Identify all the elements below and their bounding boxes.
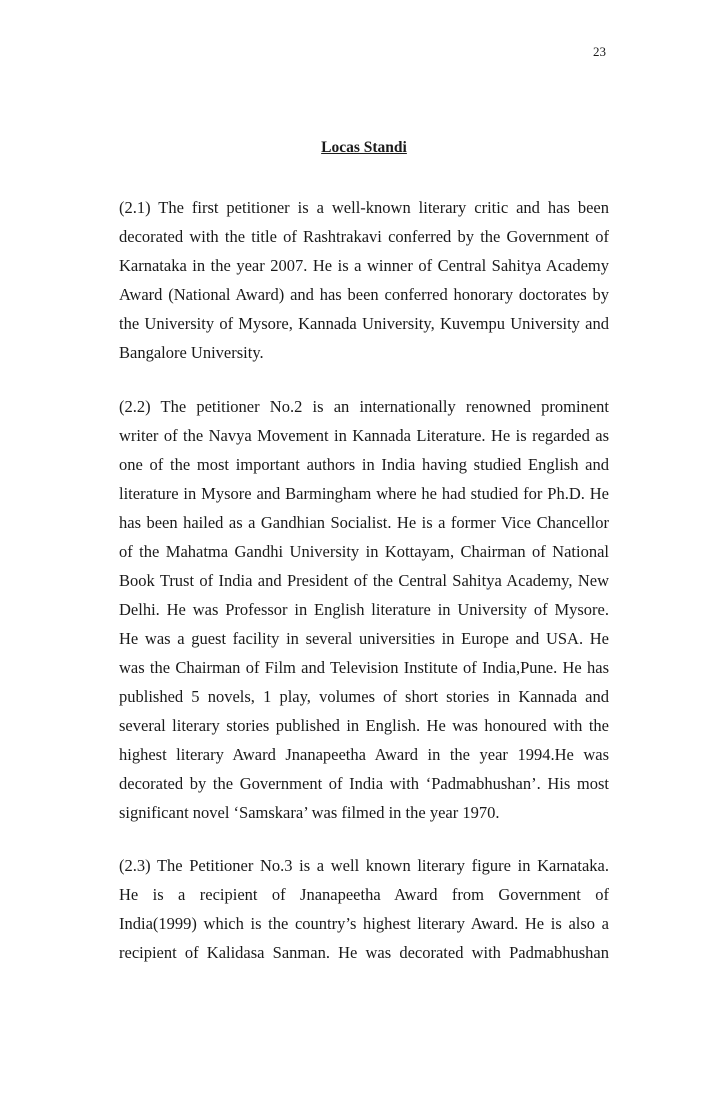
- paragraph-line: (2.2) The petitioner No.2 is an internationally renowned prominent: [119, 397, 609, 416]
- paragraph-line: writer of the Navya Movement in Kannada Literature. He is regarded as: [119, 426, 609, 445]
- paragraph-line: He is a recipient of Jnanapeetha Award from Government of: [119, 885, 609, 904]
- page-number: 23: [593, 44, 606, 59]
- paragraph-line: Book Trust of India and President of the Central Sahitya Academy, New: [119, 571, 609, 590]
- paragraph-line: the University of Mysore, Kannada University, Kuvempu University and: [119, 314, 609, 333]
- paragraph-line: one of the most important authors in India having studied English and: [119, 455, 609, 474]
- paragraph-line: Bangalore University.: [119, 343, 264, 362]
- paragraph-line: of the Mahatma Gandhi University in Kottayam, Chairman of National: [119, 542, 609, 561]
- paragraph-2-1: [119, 193, 609, 367]
- paragraph-line: (2.1) The first petitioner is a well-known literary critic and has been: [119, 198, 609, 217]
- section-title: Locas Standi: [321, 139, 407, 156]
- paragraph-line: has been hailed as a Gandhian Socialist. He is a former Vice Chancellor: [119, 513, 609, 532]
- paragraph-2-2: [119, 392, 609, 827]
- paragraph-line: Award (National Award) and has been conferred honorary doctorates by: [119, 285, 609, 304]
- paragraph-line: was the Chairman of Film and Television Institute of India,Pune. He has: [119, 658, 609, 677]
- paragraph-line: recipient of Kalidasa Sanman. He was decorated with Padmabhushan: [119, 943, 609, 962]
- paragraph-line: literature in Mysore and Barmingham where he had studied for Ph.D. He: [119, 484, 609, 503]
- paragraph-line: He was a guest facility in several universities in Europe and USA. He: [119, 629, 609, 648]
- paragraph-line: (2.3) The Petitioner No.3 is a well known literary figure in Karnataka.: [119, 856, 609, 875]
- paragraph-line: Delhi. He was Professor in English literature in University of Mysore.: [119, 600, 609, 619]
- paragraph-line: India(1999) which is the country’s highest literary Award. He is also a: [119, 914, 609, 933]
- paragraph-line: significant novel ‘Samskara’ was filmed in the year 1970.: [119, 803, 500, 822]
- paragraph-2-3: [119, 851, 609, 967]
- paragraph-line: decorated with the title of Rashtrakavi conferred by the Government of: [119, 227, 609, 246]
- paragraph-line: highest literary Award Jnanapeetha Award in the year 1994.He was: [119, 745, 609, 764]
- paragraph-line: decorated by the Government of India with ‘Padmabhushan’. His most: [119, 774, 609, 793]
- paragraph-line: Karnataka in the year 2007. He is a winner of Central Sahitya Academy: [119, 256, 609, 275]
- paragraph-line: published 5 novels, 1 play, volumes of short stories in Kannada and: [119, 687, 609, 706]
- paragraph-line: several literary stories published in English. He was honoured with the: [119, 716, 609, 735]
